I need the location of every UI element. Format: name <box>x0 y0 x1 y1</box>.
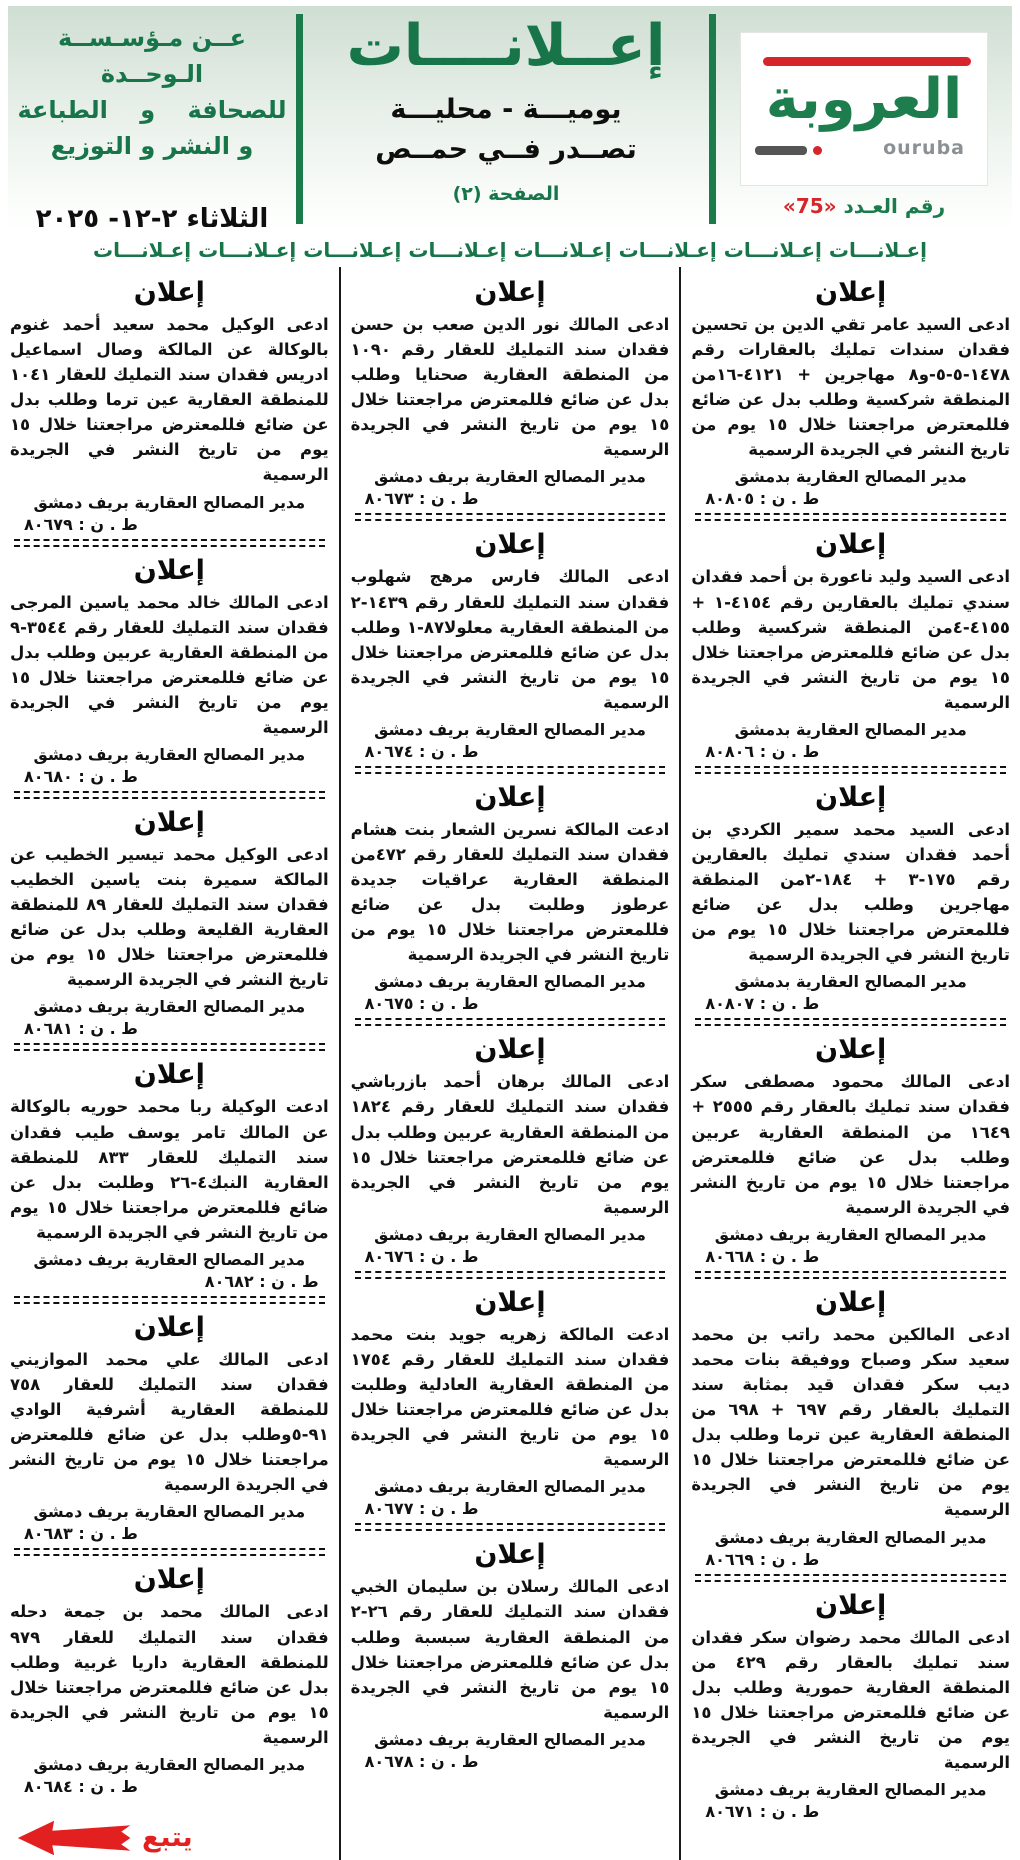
ad <box>691 782 1010 1026</box>
ad-separator <box>695 1018 1006 1026</box>
ad-separator <box>14 1296 325 1304</box>
ad-body: ادعى المالك برهان أحمد بازرباشي فقدان سند التمليك للعقار رقم ١٨٢٤ من المنطقة العقارية عربين وطلب بدل عن ضائع فللمعترض مراجعتنا خلال ١٥ يوم من تاريخ النشر في الجريدة الرسمية <box>350 1072 670 1217</box>
ad-body: ادعت الوكيلة ربا محمد حوريه بالوكالة عن المالك تامر يوسف طيب فقدان سند التمليك للعقار ٨٣٣ للمنطقة العقارية النبك٤-٢٦ وطلبت بدل عن ضائع فللمعترض مراجعتنا خلال ١٥ يوم من تاريخ النشر في الجريدة الرسمية <box>9 1097 329 1242</box>
ad-signature: مدير المصالح العقارية بريف دمشق <box>374 467 646 487</box>
ad-body: ادعى المالك رسلان بن سليمان الخبي فقدان سند التمليك للعقار رقم ٢٦-٢ من المنطقة العقارية سبسبة وطلب بدل عن ضائع فللمعترض مراجعتنا خلال ١٥ يوم من تاريخ النشر في الجريدة الرسمية <box>350 1577 670 1722</box>
ad <box>691 529 1010 773</box>
column-left <box>0 267 341 1860</box>
ad <box>691 1590 1010 1821</box>
ad-title: إعلان <box>474 1539 546 1571</box>
ad-signature: مدير المصالح العقارية بريف دمشق <box>374 972 646 992</box>
header-masthead-section <box>303 6 709 232</box>
ad-separator <box>355 1018 666 1026</box>
issue-line <box>716 194 1012 218</box>
ad-signature: مدير المصالح العقارية بريف دمشق <box>374 1729 646 1749</box>
ad-body: ادعى المالك فارس مرهج شهلوب فقدان سند التمليك للعقار رقم ١٤٣٩-٢ من المنطقة العقارية معلولا٨٧-١ وطلب بدل عن ضائع فللمعترض مراجعتنا خلال ١٥ يوم من تاريخ النشر في الجريدة الرسمية <box>350 567 670 712</box>
ad-signature: مدير المصالح العقارية بدمشق <box>734 719 967 739</box>
ad-serial: ط . ن : ٨٠٦٧٦ <box>364 1246 479 1266</box>
ad-serial: ط . ن : ٨٠٦٨٠ <box>23 767 138 787</box>
ad-separator <box>695 766 1006 774</box>
ad-separator <box>695 1271 1006 1279</box>
ad-serial: ط . ن : ٨٠٦٧٩ <box>23 514 138 534</box>
ad-title: إعلان <box>815 277 887 308</box>
ad-body: ادعى الوكيل محمد تيسير الخطيب عن المالكة سميرة بنت ياسين الخطيب فقدان سند التمليك للعقار ٨٩ للمنطقة العقارية القليعة وطلب بدل عن ضائع فللمعترض مراجعتنا خلال ١٥ يوم من تاريخ النشر في الجريدة الرسمية <box>9 845 329 990</box>
ad-signature: مدير المصالح العقارية بدمشق <box>734 972 967 992</box>
publisher-block <box>8 20 296 164</box>
ad <box>351 1539 670 1770</box>
ad-body: ادعى السيد وليد ناعورة بن أحمد فقدان سندي تمليك بالعقارين رقم ٤١٥٤-١ + ٤١٥٥-٤من المنطقة شركسية وطلب بدل عن ضائع فللمعترض مراجعتنا خلال ١٥ يوم من تاريخ النشر في الجريدة الرسمية <box>691 567 1010 712</box>
banner-band <box>0 234 1020 267</box>
ad-signature: مدير المصالح العقارية بريف دمشق <box>374 1224 646 1244</box>
banner-repeated-text: إعـلانـــات إعـلانـــات إعـلانـــات إعـلانـــات إعـلانـــات إعـلانـــات إعـلانـــات إعـلانـــات <box>92 238 928 262</box>
ad-signature: مدير المصالح العقارية بريف دمشق <box>33 997 306 1017</box>
column-middle <box>341 267 682 1860</box>
ad-serial: ط . ن : ٨٠٦٧٥ <box>364 994 479 1014</box>
ad-title: إعلان <box>815 1286 887 1318</box>
ad-signature: مدير المصالح العقارية بريف دمشق <box>33 492 306 512</box>
issue-label: رقم العـدد <box>843 194 946 218</box>
subtitle-line2: تصــدر فــي حمــص <box>375 134 637 166</box>
ad-serial: ط . ن : ٨٠٦٧٨ <box>364 1751 479 1771</box>
ad-body: ادعى المالك محمود مصطفى سكر فقدان سند تمليك بالعقار رقم ٢٥٥٥ + ١٦٤٩ من المنطقة العقارية عربين وطلب بدل عن ضائع فللمعترض مراجعتنا خلال ١٥ يوم من تاريخ النشر في الجريدة الرسمية <box>691 1072 1010 1217</box>
ad-serial: ط . ن : ٨٠٦٧١ <box>705 1801 820 1821</box>
ad-body: ادعى المالك محمد رضوان سكر فقدان سند تمليك بالعقار رقم ٤٢٩ من المنطقة العقارية حمورية وطلب بدل عن ضائع فللمعترض مراجعتنا خلال ١٥ يوم من تاريخ النشر في الجريدة الرسمية <box>691 1627 1010 1772</box>
header-logo-section <box>716 6 1012 232</box>
ad-title: إعلان <box>474 1286 546 1318</box>
ad <box>691 1287 1010 1582</box>
ad-separator <box>355 513 666 521</box>
ad <box>691 277 1010 521</box>
ad-title: إعلان <box>133 277 205 308</box>
ad <box>10 277 329 547</box>
green-divider-bar <box>709 14 716 224</box>
ad-body: ادعى المالك نور الدين صعب بن حسن فقدان سند التمليك للعقار رقم ١٠٩٠ من المنطقة العقارية صحنايا وطلب بدل عن ضائع فللمعترض مراجعتنا خلال ١٥ يوم من تاريخ النشر في الجريدة الرسمية <box>350 315 670 460</box>
logo-red-dot <box>813 146 822 155</box>
ad <box>351 1034 670 1278</box>
ad-separator <box>14 1043 325 1051</box>
ad <box>10 555 329 799</box>
ad-body: ادعى السيد عامر تقي الدين بن تحسين فقدان سندات تمليك بالعقارات رقم ١٤٧٨-٥-٥-و٨ مهاجرين + ٤١٢١-١٦من المنطقة شركسية وطلب بدل عن ضائع فللمعترض مراجعتنا خلال ١٥ يوم من تاريخ النشر في الجريدة الرسمية <box>691 315 1011 460</box>
publisher-line3: و النشر و التوزيع <box>50 132 254 160</box>
page-number-label: الصفحة (٢) <box>452 182 560 205</box>
ad <box>10 1312 329 1556</box>
ad-signature: مدير المصالح العقارية بريف دمشق <box>714 1224 987 1244</box>
ad-serial: ط . ن : ٨٠٦٨٣ <box>23 1524 138 1544</box>
ad-serial: ط . ن : ٨٠٨٠٧ <box>705 994 820 1014</box>
ad-title: إعلان <box>474 781 546 813</box>
header-publisher-section <box>8 6 296 232</box>
ad-separator <box>355 1523 666 1531</box>
ad <box>10 1059 329 1303</box>
ad-signature: مدير المصالح العقارية بريف دمشق <box>33 745 306 765</box>
logo-arabic-wordmark: العروبة <box>765 67 963 132</box>
ad-serial: ط . ن : ٨٠٦٨١ <box>23 1019 138 1039</box>
ad-title: إعلان <box>133 807 205 839</box>
ad-serial: ط . ن : ٨٠٦٦٩ <box>705 1549 820 1569</box>
masthead-title: إعــلانــــات <box>346 13 666 79</box>
ad-body: ادعى الوكيل محمد سعيد أحمد غنوم بالوكالة عن المالكة وصال اسماعيل ادريس فقدان سند التمليك للعقار ١٠٤١ للمنطقة العقارية عين ترما وطلب بدل عن ضائع فللمعترض مراجعتنا خلال ١٥ يوم من تاريخ النشر في الجريدة الرسمية <box>9 315 329 485</box>
ad-separator <box>14 1548 325 1556</box>
ad-body: ادعى السيد محمد سمير الكردي بن أحمد فقدان سندي تمليك بالعقارين رقم ١٧٥-٣ + ١٨٤-٢من المنطقة مهاجرين وطلب بدل عن ضائع فللمعترض مراجعتنا خلال ١٥ يوم من تاريخ النشر في الجريدة الرسمية <box>691 819 1011 965</box>
logo-latin-wordmark: ouruba <box>883 137 965 159</box>
ad <box>351 1287 670 1531</box>
ad <box>691 1034 1010 1278</box>
ad-title: إعلان <box>815 781 887 813</box>
ad <box>351 529 670 773</box>
ad-signature: مدير المصالح العقارية بريف دمشق <box>374 719 646 739</box>
ad-body: ادعت المالكة نسرين الشعار بنت هشام فقدان سند التمليك للعقار رقم ٤٧٢من المنطقة العقارية عراقيات جديدة عرطوز وطلبت بدل عن ضائع فللمعترض مراجعتنا خلال ١٥ يوم من تاريخ النشر في الجريدة الرسمية <box>350 819 670 965</box>
ad-title: إعلان <box>133 1311 205 1343</box>
ad-signature: مدير المصالح العقارية بدمشق <box>734 467 967 487</box>
ad-separator <box>355 1271 666 1279</box>
ad <box>10 1564 329 1795</box>
ad <box>10 807 329 1051</box>
ad-separator <box>695 1574 1006 1582</box>
ad-signature: مدير المصالح العقارية بريف دمشق <box>33 1502 306 1522</box>
classifieds-grid <box>0 267 1020 1860</box>
ad-title: إعلان <box>815 529 887 561</box>
ad-serial: ط . ن : ٨٠٦٨٤ <box>23 1776 138 1796</box>
continued-indicator <box>16 1816 323 1860</box>
ad-title: إعلان <box>133 554 205 586</box>
ad-title: إعلان <box>474 529 546 561</box>
ad-serial: ط . ن : ٨٠٨٠٦ <box>705 741 820 761</box>
continued-label: يتبع <box>141 1822 193 1854</box>
ad-signature: مدير المصالح العقارية بريف دمشق <box>33 1754 306 1774</box>
ad-body: ادعى المالكين محمد راتب بن محمد سعيد سكر وصباح ووفيقة بنات محمد ديب سكر فقدان قيد بمثابة سند التمليك بالعقار رقم ٦٩٧ + ٦٩٨ من المنطقة العقارية عين ترما وطلب بدل عن ضائع فللمعترض مراجعتنا خلال ١٥ يوم من تاريخ النشر في الجريدة الرسمية <box>691 1324 1010 1520</box>
ad-signature: مدير المصالح العقارية بريف دمشق <box>33 1249 306 1269</box>
ad-serial: ط . ن : ٨٠٦٧٧ <box>364 1499 479 1519</box>
ad-title: إعلان <box>133 1564 205 1596</box>
green-divider-bar <box>296 14 303 224</box>
ad-serial: ط . ن : ٨٠٨٠٥ <box>705 489 820 509</box>
publisher-line1: عــن مـؤسـســة الـوحــدة <box>57 24 247 88</box>
logo-gray-bar <box>755 146 807 155</box>
ad-title: إعلان <box>815 1589 887 1621</box>
ad-separator <box>14 539 325 547</box>
ad-body: ادعت المالكة زهريه جويد بنت محمد فقدان سند التمليك للعقار رقم ١٧٥٤ من المنطقة العقارية العادلية وطلبت بدل عن ضائع فللمعترض مراجعتنا خلال ١٥ يوم من تاريخ النشر في الجريدة الرسمية <box>350 1324 670 1470</box>
masthead-subtitle <box>303 90 709 171</box>
ad-signature: مدير المصالح العقارية بريف دمشق <box>714 1779 987 1799</box>
ad-title: إعلان <box>815 1034 887 1066</box>
page-header <box>8 6 1012 232</box>
publisher-line2: للصحافة و الطباعة <box>17 96 287 124</box>
ad <box>351 277 670 521</box>
issue-number: «75» <box>782 194 837 218</box>
ad-body: ادعى المالك محمد بن جمعة دحله فقدان سند التمليك للعقار ٩٧٩ للمنطقة العقارية داريا غربية وطلب بدل عن ضائع فللمعترض مراجعتنا خلال ١٥ يوم من تاريخ النشر في الجريدة الرسمية <box>9 1602 329 1747</box>
ad-body: ادعى المالك خالد محمد ياسين المرجى فقدان سند التمليك للعقار رقم ٣٥٤٤-٩ من المنطقة العقارية عربين وطلب بدل عن ضائع فللمعترض مراجعتنا خلال ١٥ يوم من تاريخ النشر في الجريدة الرسمية <box>9 592 329 737</box>
ad-title: إعلان <box>474 1034 546 1066</box>
ad-serial: ط . ن : ٨٠٦٧٤ <box>364 741 479 761</box>
ad-title: إعلان <box>133 1059 205 1091</box>
subtitle-line1: يوميـــة - محليـــة <box>390 93 622 125</box>
issue-date: الثلاثاء ٢-١٢- ٢٠٢٥ <box>35 204 269 234</box>
ad-title: إعلان <box>474 277 546 308</box>
ad-serial: ط . ن : ٨٠٦٦٨ <box>705 1246 820 1266</box>
logo-red-bar <box>763 57 971 66</box>
ad-body: ادعى المالك علي محمد الموازيني فقدان سند التمليك للعقار ٧٥٨ للمنطقة العقارية أشرفية الوادي ٩١-٥وطلب بدل عن ضائع فللمعترض مراجعتنا خلال ١٥ يوم من تاريخ النشر في الجريدة الرسمية <box>9 1349 329 1495</box>
ad-separator <box>355 766 666 774</box>
ad-separator <box>695 513 1006 521</box>
ouruba-logo <box>740 32 988 186</box>
ad-separator <box>14 791 325 799</box>
ad-serial: ط . ن : ٨٠٦٨٢ <box>204 1271 319 1291</box>
ad-serial: ط . ن : ٨٠٦٧٣ <box>364 489 479 509</box>
continued-arrow-icon <box>16 1816 134 1860</box>
column-right <box>681 267 1020 1860</box>
ad-signature: مدير المصالح العقارية بريف دمشق <box>714 1527 987 1547</box>
ad-signature: مدير المصالح العقارية بريف دمشق <box>374 1477 646 1497</box>
ad <box>351 782 670 1026</box>
